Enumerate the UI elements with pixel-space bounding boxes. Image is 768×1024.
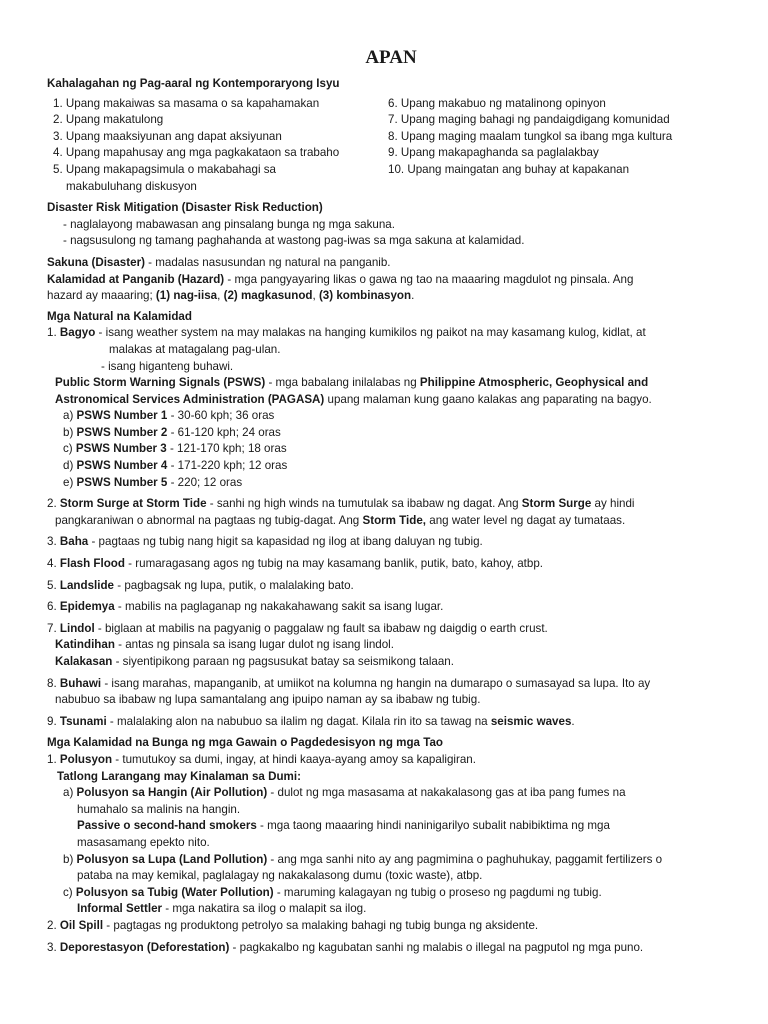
page-title: APAN (365, 47, 417, 68)
definition-kalamidad-cont: hazard ay maaaring; (1) nag-iisa, (2) magkasunod, (3) kombinasyon. (47, 289, 415, 303)
item-baha: 3. Baha - pagtaas ng tubig nang higit sa kapasidad ng ilog at ibang daluyan ng tubig. (47, 535, 483, 549)
item-flash-flood: 4. Flash Flood - rumaragasang agos ng tubig na may kasamang banlik, putik, bato, kahoy, atbp. (47, 557, 544, 571)
item-water-pollution: c) Polusyon sa Tubig (Water Pollution) - maruming kalagayan ng tubig o proseso ng pagdumi ng tubig. (63, 885, 602, 899)
list-item: 5. Upang makapagsimula o makabahagi sa (53, 162, 276, 176)
reasons-right-column (388, 96, 727, 196)
list-item: - naglalayong mabawasan ang pinsalang bunga ng mga sakuna. (63, 217, 395, 231)
item-storm-surge: 2. Storm Surge at Storm Tide - sanhi ng high winds na tumutulak sa ibabaw ng dagat. Ang Storm Surge ay hindi (47, 497, 635, 511)
section-heading-human: Mga Kalamidad na Bunga ng mga Gawain o Pagdedesisyon ng mga Tao (47, 736, 443, 750)
item-storm-surge-cont: pangkaraniwan o abnormal na pagtaas ng tubig-dagat. Ang Storm Tide, ang water level ng dagat ay tumataas. (55, 513, 626, 527)
list-item: 8. Upang maging maalam tungkol sa ibang mga kultura (388, 129, 673, 143)
item-land-pollution-cont: pataba na may kemikal, paglalagay ng nakakalasong dumu (toxic waste), atbp. (77, 869, 483, 883)
term: Sakuna (Disaster) (47, 255, 145, 269)
reasons-columns (47, 96, 727, 196)
list-item: 9. Upang makapaghanda sa paglalakbay (388, 146, 599, 160)
list-item: 10. Upang maingatan ang buhay at kapakanan (388, 162, 630, 176)
item-polusyon: 1. Polusyon - tumutukoy sa dumi, ingay, at hindi kaaya-ayang amoy sa kapaligiran. (47, 752, 476, 766)
list-item-continuation: makabuluhang diskusyon (66, 179, 197, 193)
reasons-left-column (47, 96, 388, 196)
psws-item: c) PSWS Number 3 - 121-170 kph; 18 oras (63, 442, 287, 456)
item-buhawi: 8. Buhawi - isang marahas, mapanganib, at umiikot na kolumna ng hangin na dumarapo o sumasayad sa lupa. Ito ay (47, 676, 651, 690)
psws-definition-cont: Astronomical Services Administration (PAGASA) upang malaman kung gaano kalakas ang paparating na bagyo. (55, 392, 652, 406)
subheading-tatlong-larangan: Tatlong Larangang may Kinalaman sa Dumi: (57, 769, 301, 783)
item-lindol: 7. Lindol - biglaan at mabilis na pagyanig o paggalaw ng fault sa ibabaw ng daigdig o earth crust. (47, 621, 548, 635)
item-tsunami: 9. Tsunami - malalaking alon na nabubuo sa ilalim ng dagat. Kilala rin ito sa tawag na seismic waves. (47, 714, 575, 728)
definition-sakuna: Sakuna (Disaster) - madalas nasusundan ng natural na panganib. (47, 255, 391, 269)
item-epidemya: 6. Epidemya - mabilis na paglaganap ng nakakahawang sakit sa isang lugar. (47, 600, 444, 614)
list-item: 4. Upang mapahusay ang mga pagkakataon sa trabaho (53, 146, 340, 160)
list-item: 2. Upang makatulong (53, 113, 164, 127)
psws-definition: Public Storm Warning Signals (PSWS) - mga babalang inilalabas ng Philippine Atmospheric, Geophysical and (55, 376, 649, 390)
list-item: - nagsusulong ng tamang paghahanda at wastong pag-iwas sa mga sakuna at kalamidad. (63, 234, 525, 248)
psws-item: b) PSWS Number 2 - 61-120 kph; 24 oras (63, 425, 281, 439)
item-kalakasan: Kalakasan - siyentipikong paraan ng pagsusukat batay sa seismikong talaan. (55, 655, 454, 668)
document-page (47, 46, 727, 956)
list-item: 3. Upang maaksiyunan ang dapat aksiyunan (53, 129, 282, 143)
term: Kalamidad at Panganib (Hazard) (47, 272, 225, 286)
item-deforestation: 3. Deporestasyon (Deforestation) - pagkakalbo ng kagubatan sanhi ng malabis o illegal na pagputol ng mga puno. (47, 940, 644, 954)
item-bagyo: 1. Bagyo - isang weather system na may malakas na hanging kumikilos ng paikot na may kasamang kulog, kidlat, at (47, 326, 646, 340)
section-heading-kahalagahan: Kahalagahan ng Pag-aaral ng Kontemporaryong Isyu (47, 77, 340, 90)
section-heading-natural: Mga Natural na Kalamidad (47, 309, 192, 323)
item-land-pollution: b) Polusyon sa Lupa (Land Pollution) - ang mga sanhi nito ay ang pagmimina o paghuhukay, paggamit fertilizers o (63, 852, 663, 866)
item-air-pollution-cont: humahalo sa malinis na hangin. (77, 802, 241, 816)
psws-item: d) PSWS Number 4 - 171-220 kph; 12 oras (63, 459, 288, 473)
item-buhawi-cont: nabubuo sa ibabaw ng lupa samantalang ang ipuipo naman ay sa ibabaw ng tubig. (55, 693, 481, 707)
list-item: 1. Upang makaiwas sa masama o sa kapahamakan (53, 96, 320, 110)
psws-item: a) PSWS Number 1 - 30-60 kph; 36 oras (63, 409, 275, 423)
item-bagyo-cont: malakas at matagalang pag-ulan. (109, 342, 281, 356)
list-item: 6. Upang makabuo ng matalinong opinyon (388, 96, 606, 110)
item-bagyo-cont2: - isang higanteng buhawi. (101, 359, 234, 373)
item-passive-smokers: Passive o second-hand smokers - mga taong maaaring hindi naninigarilyo subalit nabibiktima ng mga (77, 819, 610, 833)
definition-kalamidad: Kalamidad at Panganib (Hazard) - mga pangyayaring likas o gawa ng tao na maaaring magdulot ng pinsala. Ang (47, 272, 634, 286)
section-heading-drrm: Disaster Risk Mitigation (Disaster Risk Reduction) (47, 201, 323, 215)
item-landslide: 5. Landslide - pagbagsak ng lupa, putik, o malalaking bato. (47, 578, 354, 592)
item-passive-smokers-cont: masasamang epekto nito. (77, 835, 210, 849)
item-katindihan: Katindihan - antas ng pinsala sa isang lugar dulot ng isang lindol. (55, 638, 394, 652)
item-air-pollution: a) Polusyon sa Hangin (Air Pollution) - dulot ng mga masasama at nakakalasong gas at iba pang fumes na (63, 786, 626, 800)
list-item: 7. Upang maging bahagi ng pandaigdigang komunidad (388, 113, 670, 127)
psws-item: e) PSWS Number 5 - 220; 12 oras (63, 475, 243, 489)
item-informal-settler: Informal Settler - mga nakatira sa ilog o malapit sa ilog. (77, 902, 367, 916)
item-oil-spill: 2. Oil Spill - pagtagas ng produktong petrolyo sa malaking bahagi ng tubig bunga ng aksidente. (47, 918, 539, 932)
